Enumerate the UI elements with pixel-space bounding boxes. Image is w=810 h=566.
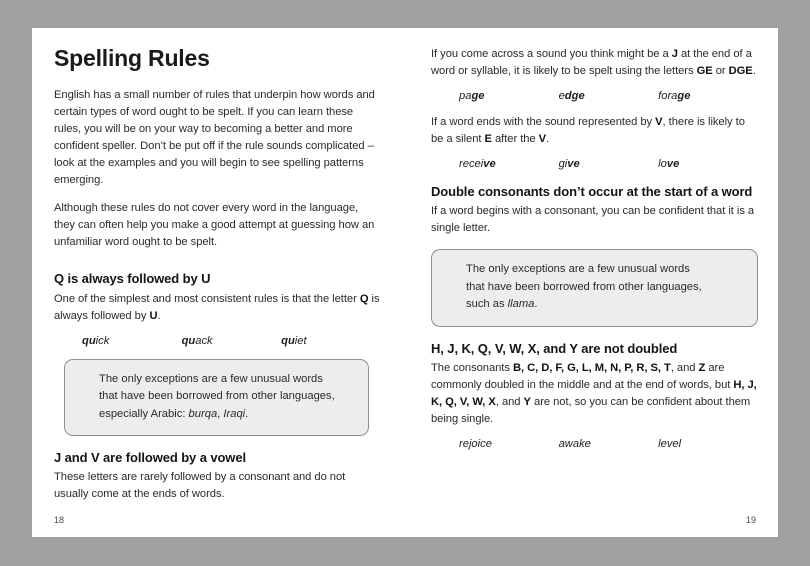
page-right [405, 28, 778, 537]
section-heading-q-followed-by-u: Q is always followed by U [54, 271, 211, 287]
example-plain-part: rejoice [459, 437, 492, 450]
keyword-ge: GE [696, 65, 713, 78]
text-fragment: . [534, 298, 538, 311]
example-plain-part: gi [558, 158, 568, 171]
text-fragment: , and [495, 395, 524, 408]
text-fragment: One of the simplest and most consistent rules is that the letter [54, 292, 360, 305]
text-fragment: such as [466, 298, 508, 311]
paragraph-silent-e [431, 114, 758, 148]
example-plain-part: e [558, 90, 565, 103]
text-fragment: If you come across a sound you think might be a [431, 48, 672, 60]
example-plain-part: lo [658, 158, 667, 171]
callout-line: The only exceptions are a few unusual words [466, 263, 690, 276]
keyword-e: E [484, 133, 492, 146]
callout-line [99, 406, 354, 423]
example-plain-part: pa [459, 90, 472, 103]
example-word [82, 335, 182, 347]
text-fragment: . [752, 65, 756, 78]
example-word [182, 335, 282, 347]
text-fragment: . [546, 133, 550, 146]
example-bold-part: dge [564, 90, 585, 103]
section-body-double-consonants: If a word begins with a consonant, you can be confident that it is a single letter. [431, 205, 755, 235]
keyword-dge: DGE [728, 65, 753, 78]
text-fragment: at the end of a word or syllable, it is likely to be spelt using the letters [431, 48, 752, 78]
callout-line: that have been borrowed from other languages, [99, 390, 335, 403]
text-fragment: , [217, 407, 224, 420]
keyword-z: Z [698, 361, 706, 374]
keyword-q: Q [359, 292, 369, 305]
text-fragment: , there is likely to be a silent [431, 116, 745, 146]
example-word [559, 438, 659, 450]
keyword-u: U [149, 309, 158, 322]
section-body-j-and-v: These letters are rarely followed by a consonant and do not usually come at the ends of words. [54, 471, 346, 501]
example-word [459, 438, 559, 450]
example-plain-part: recei [459, 158, 484, 171]
text-fragment: . [245, 407, 249, 420]
example-plain-part: ick [95, 334, 110, 347]
example-bold-part: ve [567, 158, 580, 171]
keyword-v: V [655, 116, 663, 129]
callout-line [466, 296, 743, 313]
example-plain-part: iet [294, 334, 307, 347]
example-bold-part: qu [82, 334, 96, 347]
example-word [658, 90, 758, 102]
text-fragment: . [157, 309, 161, 322]
page-left [32, 28, 405, 537]
emphasis-word: Iraqi [223, 407, 246, 420]
keyword-j: J [671, 48, 678, 60]
example-bold-part: ge [677, 90, 691, 103]
text-fragment: are not, so you can be confident about them being single. [431, 395, 751, 425]
intro-paragraph-2: Although these rules do not cover every word in the language, they can often help you make a good attempt at guessing how an unfamiliar word ought to be spelt. [54, 202, 375, 249]
keyword-consonant-list-2: H, J, K, Q, V, W, X [431, 378, 757, 408]
example-word [658, 158, 758, 170]
example-bold-part: qu [181, 334, 196, 347]
keyword-v: V [538, 133, 547, 146]
section-heading-not-doubled: H, J, K, Q, V, W, X, and Y are not doubled [431, 340, 678, 356]
keyword-consonant-list-1: B, C, D, F, G, L, M, N, P, R, S, T [512, 361, 671, 374]
example-row-not-doubled [431, 438, 758, 450]
section-heading-j-and-v: J and V are followed by a vowel [54, 449, 246, 465]
example-row-ge [431, 90, 758, 102]
callout-line: The only exceptions are a few unusual words [99, 372, 323, 385]
intro-paragraph-1: English has a small number of rules that underpin how words and certain types of word ought to be spelt. If you can learn these rules, you will be on your way to becoming a better and more confident speller. Don’t be put off if the rule sounds complicated – look at the examples and you will begin to see spelling patterns emerging. [54, 89, 375, 187]
example-word [281, 335, 381, 347]
page-number-right: 19 [745, 515, 756, 525]
callout-line: that have been borrowed from other languages, [466, 280, 702, 293]
example-plain-part: level [658, 437, 682, 450]
page-number-left: 18 [54, 515, 65, 525]
paragraph-ge-dge [431, 46, 758, 80]
text-fragment: or [712, 65, 729, 78]
text-fragment: are commonly doubled in the middle and at the end of words, but [431, 361, 734, 391]
example-word [658, 438, 758, 450]
example-plain-part: awake [558, 437, 591, 450]
example-plain-part: fora [658, 90, 678, 103]
text-fragment: is always followed by [54, 292, 380, 322]
example-word [459, 90, 559, 102]
text-fragment: especially Arabic: [99, 407, 189, 420]
example-bold-part: ve [483, 158, 496, 171]
example-row-q [54, 335, 381, 347]
example-plain-part: ack [195, 334, 213, 347]
emphasis-word: burqa [188, 407, 218, 420]
book-spread [32, 28, 778, 537]
example-word [459, 158, 559, 170]
text-fragment: , and [670, 361, 699, 374]
section-body-q-followed-by-u [54, 291, 381, 325]
text-fragment: If a word ends with the sound represented by [431, 116, 656, 129]
example-bold-part: ve [666, 158, 680, 171]
callout-exceptions-double-consonants [431, 249, 758, 326]
text-fragment: The consonants [431, 361, 513, 374]
callout-exceptions-q [64, 359, 369, 436]
keyword-y: Y [523, 395, 531, 408]
emphasis-word: llama [507, 298, 535, 311]
example-bold-part: ge [471, 90, 485, 103]
example-word [559, 90, 659, 102]
section-body-not-doubled [431, 360, 758, 428]
example-bold-part: qu [281, 334, 295, 347]
example-word [559, 158, 659, 170]
example-row-v [431, 158, 758, 170]
text-fragment: after the [491, 133, 539, 146]
section-heading-double-consonants: Double consonants don’t occur at the start of a word [431, 184, 753, 200]
page-title: Spelling Rules [54, 45, 210, 71]
